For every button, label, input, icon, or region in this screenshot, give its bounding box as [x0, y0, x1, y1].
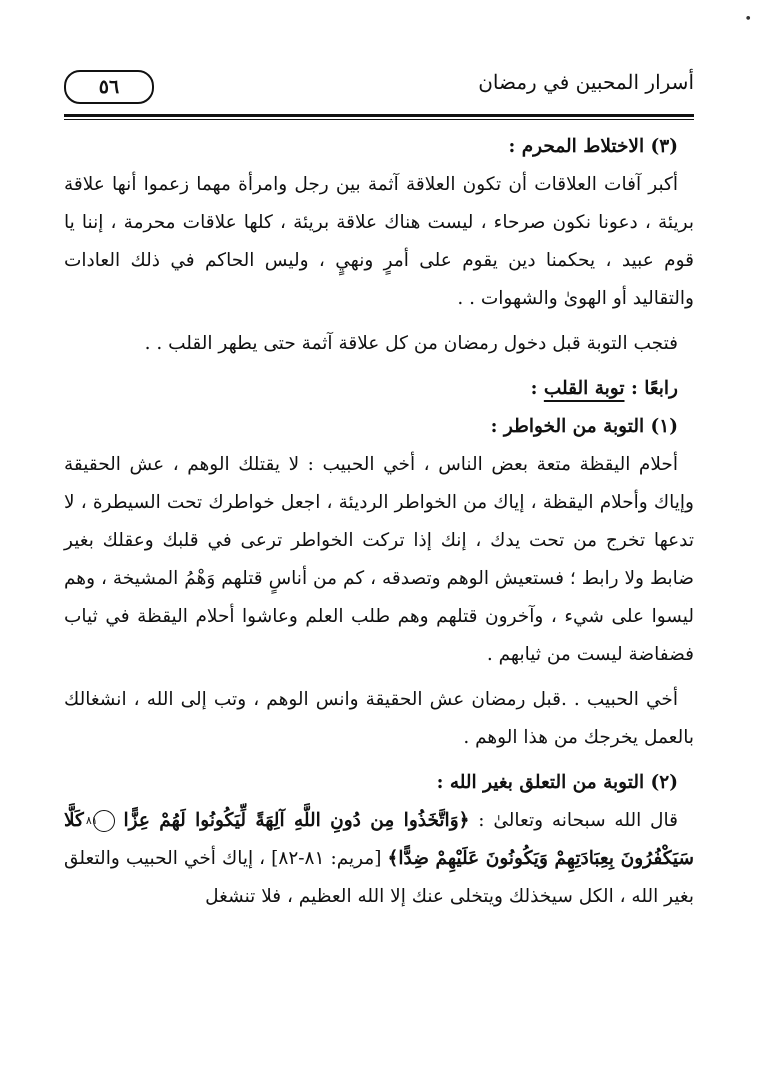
corner-mark: • — [744, 12, 752, 27]
quran-verse-1: ﴿وَاتَّخَذُوا مِن دُونِ اللَّهِ آلِهَةً لِّيَكُونُوا لَهُمْ عِزًّا — [123, 810, 470, 831]
section-heading-thoughts: (١) التوبة من الخواطر : — [490, 416, 678, 437]
quran-verse-2: كَلَّا سَيَكْفُرُونَ بِعِبَادَتِهِمْ وَيَكُونُونَ عَلَيْهِمْ ضِدًّا﴾ — [64, 810, 694, 869]
heading-heart-prefix: رابعًا : — [624, 378, 678, 399]
header-rule-thin — [64, 119, 694, 120]
header-rule-thick — [64, 114, 694, 117]
page-number: ٥٦ — [64, 70, 154, 104]
paragraph-quran-quote — [64, 802, 694, 916]
page-body — [64, 128, 694, 916]
paragraph-thoughts: أحلام اليقظة متعة بعض الناس ، أخي الحبيب : لا يقتلك الوهم ، عش الحقيقة وإياك وأحلام اليقظة ، إياك من الخواطر الرديئة ، اجعل خواطرك تحت السيطرة ، لا تدعها تخرج من تحت يدك ، إنك إذا تركت الخواطر ترعى في قلبك وعقلك بغير ضابط ولا رابط ؛ فستعيش الوهم وتصدقه ، كم من أناسٍ قتلهم وَهْمُ المشيخة ، وهم ليسوا على شيء ، وآخرون قتلهم وهم طلب العلم وعاشوا أحلام اليقظة في ثياب فضفاضة ليست من ثيابهم . — [64, 454, 694, 665]
page-header — [64, 62, 694, 114]
heading-heart-underlined: توبة القلب — [543, 378, 625, 399]
section-heading-attachment: (٢) التوبة من التعلق بغير الله : — [436, 772, 678, 793]
section-heading-mixing: (٣) الاختلاط المحرم : — [508, 136, 678, 157]
paragraph-repentance: فتجب التوبة قبل دخول رمضان من كل علاقة آثمة حتى يطهر القلب . . — [144, 333, 678, 354]
quote-reference: [مريم: ٨١-٨٢] ، إياك أخي الحبيب والتعلق بغير الله ، الكل سيخذلك ويتخلى عنك إلا الله العظيم ، فلا تنشغل — [64, 848, 694, 907]
paragraph-dear-brother: أخي الحبيب . .قبل رمضان عش الحقيقة وانس الوهم ، وتب إلى الله ، انشغالك بالعمل يخرجك من هذا الوهم . — [64, 689, 694, 748]
quote-intro: قال الله سبحانه وتعالىٰ : — [469, 810, 678, 831]
running-title: أسرار المحبين في رمضان — [478, 70, 694, 94]
heading-heart-suffix: : — [530, 378, 544, 399]
section-heading-heart — [64, 370, 678, 408]
paragraph-mixing: أكبر آفات العلاقات أن تكون العلاقة آثمة بين رجل وامرأة مهما زعموا أنها علاقة بريئة ، دعونا نكون صرحاء ، ليست هناك علاقة بريئة ، كلها علاقات محرمة ، إننا يا قوم عبيد ، يحكمنا دين يقوم على أمرٍ ونهيٍ ، وليس الحاكم في ذلك العادات والتقاليد أو الهوىٰ والشهوات . . — [64, 174, 694, 309]
ayah-number-mark: ٨١ — [93, 810, 115, 832]
